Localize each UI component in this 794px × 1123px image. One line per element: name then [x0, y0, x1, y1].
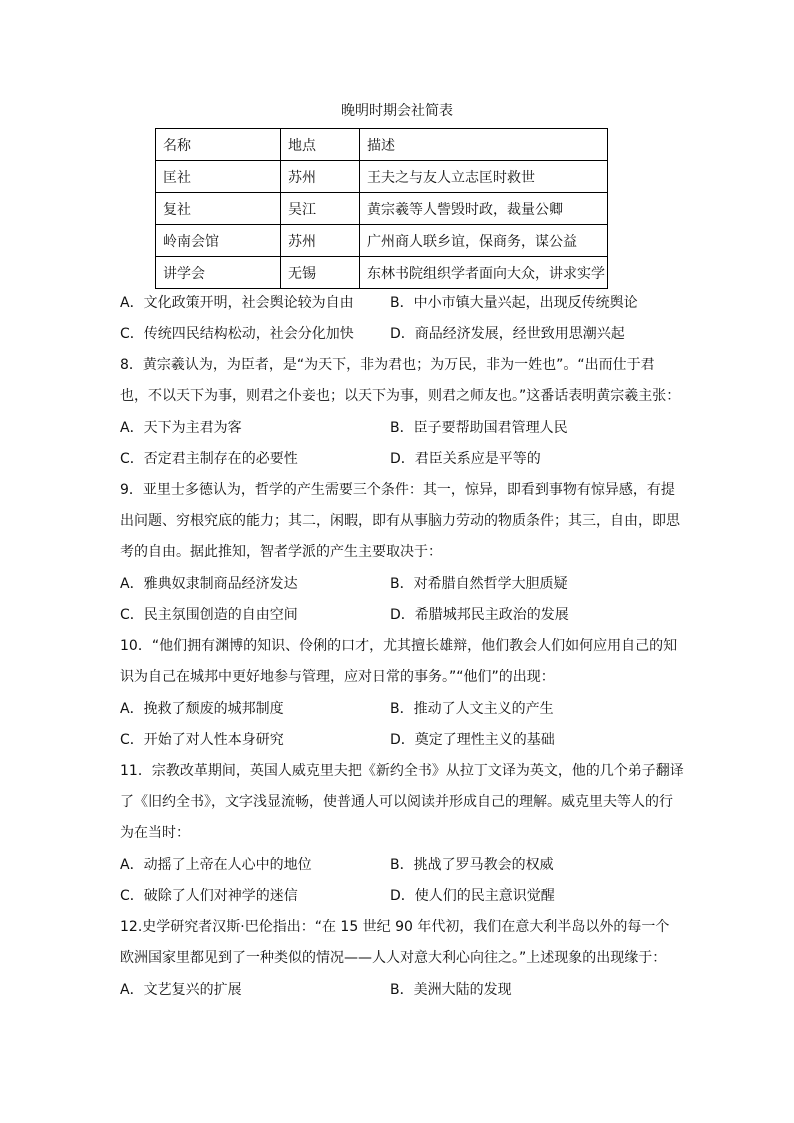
header-location: 地点	[281, 129, 360, 161]
q10-stem-line: 10．“他们拥有渊博的知识、伶俐的口才，尤其擅长雄辩，他们教会人们如何应用自己的知	[120, 638, 678, 654]
q9-option-d: D．希腊城邦民主政治的发展	[390, 607, 569, 623]
table-cell: 广州商人联乡谊，保商务，谋公益	[360, 225, 608, 257]
table-cell: 岭南会馆	[156, 225, 281, 257]
q11-stem-line: 为在当时：	[120, 825, 190, 841]
q9-stem-line: 9．亚里士多德认为，哲学的产生需要三个条件：其一，惊异，即看到事物有惊异感，有提	[120, 482, 675, 498]
q9-stem-line: 考的自由。据此推知，智者学派的产生主要取决于：	[120, 544, 442, 560]
q7-option-c: C．传统四民结构松动，社会分化加快	[120, 326, 354, 342]
table-cell: 黄宗羲等人訾毁时政，裁量公卿	[360, 193, 608, 225]
q10-stem-line: 识为自己在城邦中更好地参与管理，应对日常的事务。”“他们”的出现：	[120, 669, 555, 685]
table-cell: 讲学会	[156, 257, 281, 289]
q11-option-b: B．挑战了罗马教会的权威	[390, 857, 554, 873]
q12-stem-line: 欧洲国家里都见到了一种类似的情况——人人对意大利心向往之。”上述现象的出现缘于：	[120, 950, 667, 966]
q12-option-b: B．美洲大陆的发现	[390, 982, 512, 998]
q8-option-c: C．否定君主制存在的必要性	[120, 451, 298, 467]
q11-option-d: D．使人们的民主意识觉醒	[390, 888, 555, 904]
q7-option-b: B．中小市镇大量兴起，出现反传统舆论	[390, 295, 638, 311]
q10-option-a: A．挽救了颓废的城邦制度	[120, 701, 284, 717]
q11-option-c: C．破除了人们对神学的迷信	[120, 888, 298, 904]
table-cell: 复社	[156, 193, 281, 225]
q8-stem-line: 也，不以天下为事，则君之仆妾也；以天下为事，则君之师友也。”这番话表明黄宗羲主张：	[120, 388, 681, 404]
table-row	[156, 193, 608, 225]
table-row	[156, 225, 608, 257]
q11-stem-line: 了《旧约全书》，文字浅显流畅，使普通人可以阅读并形成自己的理解。威克里夫等人的行	[120, 794, 673, 810]
q7-option-d: D．商品经济发展，经世致用思潮兴起	[390, 326, 625, 342]
table-cell: 匡社	[156, 161, 281, 193]
society-table	[155, 128, 608, 289]
table-cell: 东林书院组织学者面向大众，讲求实学	[360, 257, 608, 289]
q9-option-a: A．雅典奴隶制商品经济发达	[120, 576, 298, 592]
q11-option-a: A．动摇了上帝在人心中的地位	[120, 857, 312, 873]
q12-stem-line: 12.史学研究者汉斯·巴伦指出：“在 15 世纪 90 年代初，我们在意大利半岛以外的每一个	[120, 919, 670, 935]
table-header-row	[156, 129, 608, 161]
q8-option-a: A．天下为主君为客	[120, 420, 242, 436]
table-caption: 晚明时期会社简表	[341, 103, 453, 119]
table-cell: 吴江	[281, 193, 360, 225]
q8-option-d: D．君臣关系应是平等的	[390, 451, 541, 467]
table-cell: 苏州	[281, 225, 360, 257]
header-name: 名称	[156, 129, 281, 161]
q10-option-d: D．奠定了理性主义的基础	[390, 732, 555, 748]
q8-stem-line: 8．黄宗羲认为，为臣者，是“为天下，非为君也；为万民，非为一姓也”。“出而仕于君	[120, 357, 655, 373]
table-row	[156, 257, 608, 289]
table-row	[156, 161, 608, 193]
q9-stem-line: 出问题、穷根究底的能力；其二，闲暇，即有从事脑力劳动的物质条件；其三，自由，即思	[120, 513, 680, 529]
q9-option-c: C．民主氛围创造的自由空间	[120, 607, 298, 623]
table-cell: 王夫之与友人立志匡时救世	[360, 161, 608, 193]
table-cell: 苏州	[281, 161, 360, 193]
q12-option-a: A．文艺复兴的扩展	[120, 982, 242, 998]
q7-option-a: A．文化政策开明，社会舆论较为自由	[120, 295, 354, 311]
q8-option-b: B．臣子要帮助国君管理人民	[390, 420, 568, 436]
q10-option-c: C．开始了对人性本身研究	[120, 732, 284, 748]
q10-option-b: B．推动了人文主义的产生	[390, 701, 554, 717]
q9-option-b: B．对希腊自然哲学大胆质疑	[390, 576, 568, 592]
q11-stem-line: 11．宗教改革期间，英国人威克里夫把《新约全书》从拉丁文译为英文，他的几个弟子翻译	[120, 763, 684, 779]
header-description: 描述	[360, 129, 608, 161]
table-cell: 无锡	[281, 257, 360, 289]
